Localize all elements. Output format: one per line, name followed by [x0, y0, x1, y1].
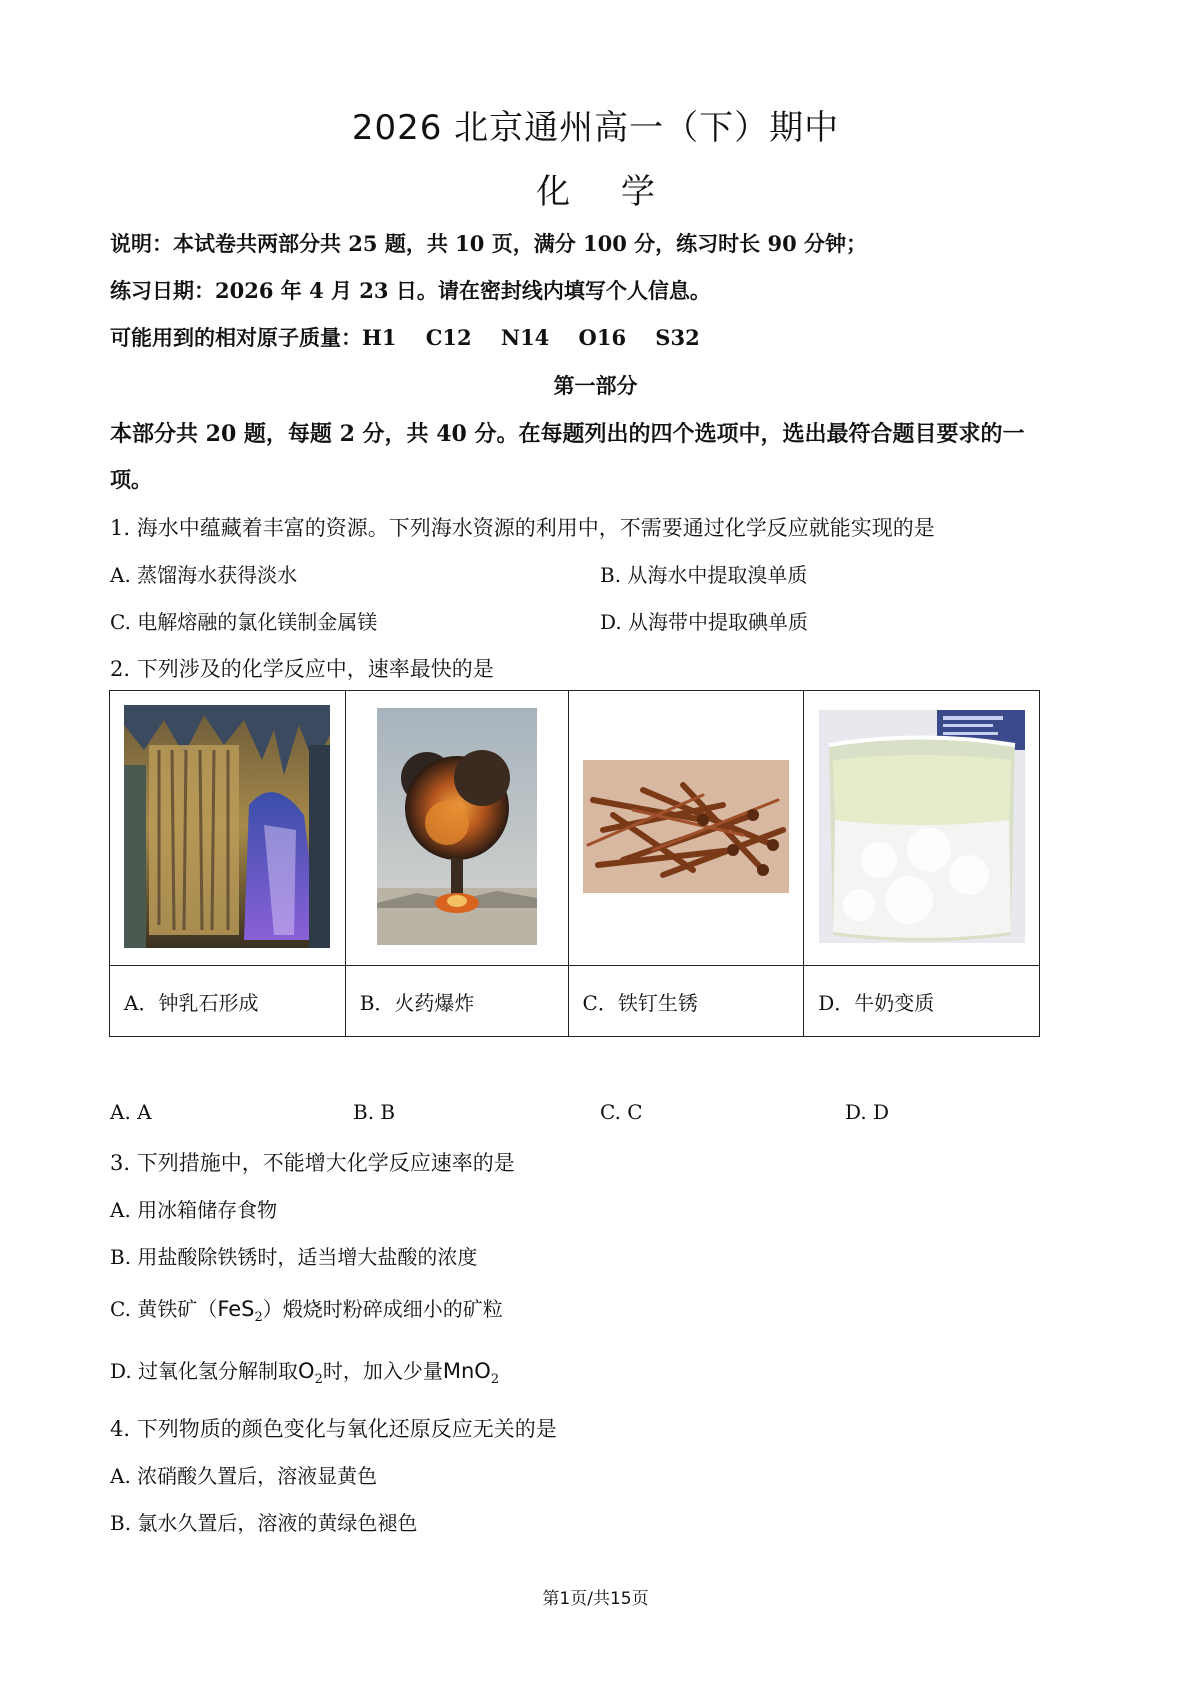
- q2-cell-d-image: [804, 691, 1040, 966]
- rusty-nails-image: [583, 760, 789, 893]
- spoiled-milk-image: [819, 710, 1025, 943]
- intro-line-1: 说明：本试卷共两部分共 25 题，共 10 页，满分 100 分，练习时长 90 分钟；: [110, 231, 867, 256]
- q3-option-d: D. 过氧化氢分解制取$O_2$时，加入少量MnO$_2$: [110, 1359, 500, 1387]
- q2-option-d: D. D: [845, 1100, 890, 1124]
- q4-stem: 4. 下列物质的颜色变化与氧化还原反应无关的是: [110, 1417, 557, 1441]
- q2-label-a: A．钟乳石形成: [110, 966, 346, 1037]
- q2-option-b: B. B: [353, 1100, 396, 1124]
- q3-option-b: B. 用盐酸除铁锈时，适当增大盐酸的浓度: [110, 1245, 478, 1269]
- page-number: 第1页/共15页: [542, 1589, 649, 1609]
- q3-option-a: A. 用冰箱储存食物: [110, 1198, 278, 1222]
- q1-option-c: C. 电解熔融的氯化镁制金属镁: [110, 610, 378, 634]
- q2-cell-b-image: [345, 691, 568, 966]
- q2-cell-c-image: [568, 691, 804, 966]
- part1-instruction-2: 项。: [110, 467, 152, 492]
- q2-label-b: B．火药爆炸: [345, 966, 568, 1037]
- q2-label-d: D．牛奶变质: [804, 966, 1040, 1037]
- q1-option-d: D. 从海带中提取碘单质: [600, 610, 809, 634]
- q1-option-b: B. 从海水中提取溴单质: [600, 563, 808, 587]
- q2-stem: 2. 下列涉及的化学反应中，速率最快的是: [110, 657, 494, 681]
- q1-stem: 1. 海水中蕴藏着丰富的资源。下列海水资源的利用中，不需要通过化学反应就能实现的是: [110, 516, 935, 540]
- part1-instruction-1: 本部分共 20 题，每题 2 分，共 40 分。在每题列出的四个选项中，选出最符合题目要求的一: [110, 421, 1025, 447]
- exam-title: 2026 北京通州高一（下）期中: [351, 108, 840, 148]
- q3-option-c: C. 黄铁矿（FeS$_2$）煅烧时粉碎成细小的矿粒: [110, 1297, 503, 1325]
- q2-image-table: [109, 690, 1040, 1037]
- intro-line-2: 练习日期：2026 年 4 月 23 日。请在密封线内填写个人信息。: [110, 278, 711, 303]
- q2-option-a: A. A: [110, 1100, 152, 1124]
- q2-label-c: C．铁钉生锈: [568, 966, 804, 1037]
- exam-subject: 化 学: [536, 172, 655, 212]
- atomic-mass-line: 可能用到的相对原子质量：H1 C12 N14 O16 S32: [110, 325, 700, 350]
- stalactite-cave-image: [124, 705, 330, 948]
- q1-option-a: A. 蒸馏海水获得淡水: [110, 563, 298, 587]
- q2-option-c: C. C: [600, 1100, 643, 1124]
- q2-cell-a-image: [110, 691, 346, 966]
- q4-option-a: A. 浓硝酸久置后，溶液显黄色: [110, 1464, 378, 1488]
- q4-option-b: B. 氯水久置后，溶液的黄绿色褪色: [110, 1511, 418, 1535]
- q3-stem: 3. 下列措施中，不能增大化学反应速率的是: [110, 1151, 515, 1175]
- part1-heading: 第一部分: [553, 373, 638, 398]
- explosion-image: [377, 708, 537, 945]
